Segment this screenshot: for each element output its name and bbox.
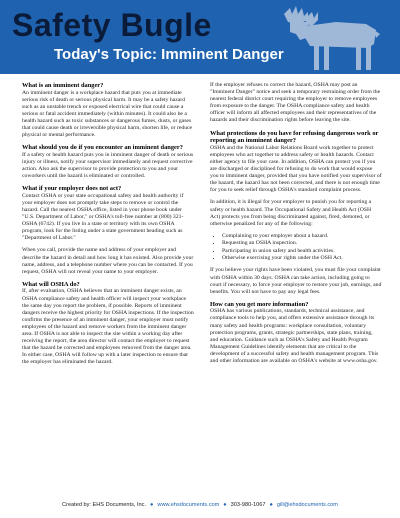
newsletter-title: Safety Bugle: [12, 7, 212, 43]
protections-list: [210, 233, 382, 263]
left-column: [22, 82, 194, 482]
section-what-to-do: [22, 144, 194, 180]
section-heading: What protections do you have for refusing dangerous work or reporting an imminent danger?: [210, 129, 379, 145]
section-employer-not-act: [22, 185, 194, 276]
list-item: • Requesting an OSHA inspection.: [222, 240, 382, 247]
footer-website-link[interactable]: www.ehsdocuments.com: [157, 502, 220, 508]
paragraph: If a safety or health hazard puts you in imminent danger of death or serious injury or illness, notify your supervisor immediately and request corrective action. Also ask the supervisor to provide protection to you and your coworkers until the hazard is eliminated or controlled.: [22, 151, 194, 180]
section-heading: What will OSHA do?: [22, 280, 80, 288]
section-heading: How can you get more information?: [210, 300, 309, 308]
article-body: [22, 82, 382, 482]
paragraph: OSHA has various publications, standards, technical assistance, and compliance tools to help you, and offers extensive assistance through its many safety and health programs: workplace consultation, voluntary protection programs, grants, strategic partnerships, state plans, training, and education. Guidance such as OSHA's Safety and Health Program Management Guidelines identify elements that are critical to the development of a successful safety and health management program. This and other information are available on OSHA's website at www.osha.gov.: [210, 308, 379, 365]
list-item: • Complaining to your employer about a hazard.: [222, 233, 382, 240]
right-column: [210, 82, 382, 482]
header-banner: [0, 0, 400, 74]
moose-icon: [276, 4, 386, 72]
section-heading: What is an imminent danger?: [22, 82, 104, 89]
section-heading: What should you do if you encounter an imminent danger?: [22, 144, 183, 152]
paragraph: OSHA and the National Labor Relations Board work together to protect employees who act together to address safety or health hazards. Contact either agency to file your case. In addition, OSHA can protect you if you are discharged or disciplined for refusing to do work that would expose you to imminent danger, provided that you have notified your supervisor of the hazard, the hazard has not been corrected, and there is not enough time for you to seek relief through OSHA's standard complaint process.: [210, 144, 382, 194]
paragraph: If, after evaluation, OSHA believes that an imminent danger exists, an OSHA compliance safety and health officer will inspect your workplace the same day you report the problem, if possible. Reports of imminent dangers receive the highest priority for OSHA inspections. If the inspection confirms the presence of an imminent danger, your employer must notify employees of the hazard and remove workers from the imminent danger area. If OSHA is not able to inspect the site within a working day after receiving the report, the area director will contact the employer to request that the hazard be corrected and employees removed from the danger area. In either case, OSHA will follow up with a later inspection to ensure that the employer has eliminated the hazard.: [22, 288, 194, 366]
paragraph: If the employer refuses to correct the hazard, OSHA may post an "Imminent Danger" notice and seek a temporary restraining order from the nearest federal district court requiring the employer to remove employees from exposure to the danger. The OSHA compliance safety and health officer will inform all affected employees and their representatives of the hazards and their discrimination rights before leaving the site.: [210, 82, 381, 124]
footer-phone: 303-980-1067: [230, 502, 266, 508]
footer-email-link[interactable]: gill@ehsdocuments.com: [276, 502, 338, 508]
footer-creator: Created by: EHS Documents, Inc.: [62, 502, 147, 508]
section-heading: What if your employer does not act?: [22, 185, 122, 193]
section-osha-action: [22, 281, 194, 367]
paragraph: In addition, it is illegal for your employer to punish you for reporting a safety or health hazard. The Occupational Safety and Health Act (OSH Act) protects you from being discriminated against, fired, demoted, or otherwise penalized for any of the following:: [210, 199, 372, 227]
footer: Created by: EHS Documents, Inc. ● www.ehsdocuments.com ● 303-980-1067 ● gill@ehsdocuments.com: [62, 502, 338, 508]
paragraph: When you call, provide the name and address of your employer and describe the hazard in detail and how long it has existed. Also provide your name, address, and a telephone number where you can be contacted. If you request, OSHA will not reveal your name to your employer.: [22, 247, 194, 275]
list-item: • Otherwise exercising your rights under the OSH Act.: [222, 255, 382, 262]
paragraph: Contact OSHA or your state occupational safety and health authority if your employer does not promptly take steps to remove or control the hazard. Call the nearest OSHA office, listed in your phone book under "U.S. Department of Labor," or OSHA's toll-free number at (800) 321-OSHA (6742). If you live in a state or territory with its own OSHA program, look for the listing under a state government heading such as "Department of Labor.": [22, 192, 184, 242]
section-more-info: [210, 301, 382, 365]
paragraph: An imminent danger is a workplace hazard that puts you at immediate serious risk of death or serious physical harm. It may be a safety hazard such as an unstable trench or exposed electrical wire that could cause a serious or fatal accident immediately (within minutes). It could also be a health hazard such as toxic substances or dangerous fumes, dusts, or gases that could cause death or irreversible physical harm, shorten life, or reduce physical or mental performance.: [22, 89, 193, 139]
list-item: • Participating in union safety and health activities.: [222, 248, 382, 255]
section-protections: [210, 130, 382, 296]
paragraph: If you believe your rights have been violated, you must file your complaint with OSHA within 30 days. OSHA can take action, including going to court if necessary, to force your employer to restore your job, earnings, and benefits. You will not have to pay any legal fees.: [210, 267, 382, 295]
section-what-is: [22, 82, 194, 139]
topic-line: Today's Topic: Imminent Danger: [54, 46, 284, 63]
